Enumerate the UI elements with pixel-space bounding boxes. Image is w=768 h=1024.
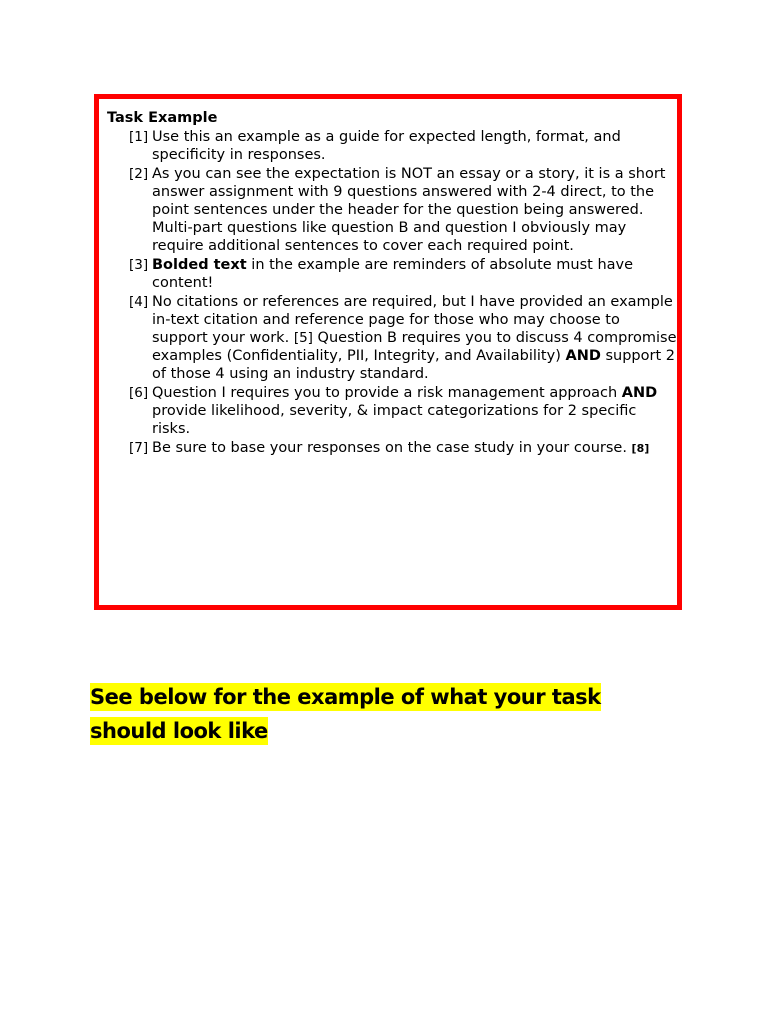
item-text-part-b: provide likelihood, severity, & impact categorizations for 2 specific risks.	[152, 403, 637, 437]
item-text	[152, 384, 677, 438]
item-text	[152, 293, 677, 383]
inline-item-number: [5]	[293, 330, 313, 346]
list-item	[129, 165, 677, 255]
highlighted-note-text: See below for the example of what your task should look like	[90, 685, 601, 743]
item-text	[152, 256, 677, 292]
item-text	[152, 439, 677, 458]
bold-and: AND	[565, 348, 601, 364]
item-number: [4]	[129, 294, 149, 310]
item-text: Use this an example as a guide for expected length, format, and specificity in responses.	[152, 129, 621, 163]
list-item	[129, 128, 677, 164]
list-item	[129, 256, 677, 292]
item-number: [2]	[129, 166, 149, 182]
item-text-part-c: support 2 of those 4 using an industry standard.	[152, 348, 675, 382]
item-text: As you can see the expectation is NOT an essay or a story, it is a short answer assignment with 9 questions answered with 2-4 direct, to the point sentences under the header for the question being answered. Multi-part questions like question B and question I obviously may require additional sentences to cover each required point.	[152, 166, 666, 254]
list-item	[129, 439, 677, 458]
list-item	[129, 293, 677, 383]
list-item	[129, 384, 677, 438]
bold-text: Bolded text	[152, 257, 247, 273]
item-text-rest: Be sure to base your responses on the case study in your course.	[152, 440, 632, 456]
item-number: [7]	[129, 440, 149, 456]
item-number: [1]	[129, 129, 149, 145]
item-text-part-b: Question B requires you to discuss 4 compromise examples (Confidentiality, PII, Integrity, and Availability)	[152, 330, 677, 364]
item-text-rest: in the example are reminders of absolute must have content!	[152, 257, 634, 291]
task-list	[129, 128, 677, 459]
item-text-part-a: No citations or references are required, but I have provided an example in-text citation and reference page for those who may choose to support your work.	[152, 294, 673, 346]
highlighted-note	[90, 680, 650, 748]
item-number: [6]	[129, 385, 149, 401]
item-text-part-a: Question I requires you to provide a risk management approach	[152, 385, 622, 401]
item-number: [3]	[129, 257, 149, 273]
reference-marker: [8]	[631, 442, 650, 455]
task-title: Task Example	[107, 110, 218, 126]
bold-and: AND	[621, 385, 658, 401]
task-example-box	[94, 94, 682, 610]
